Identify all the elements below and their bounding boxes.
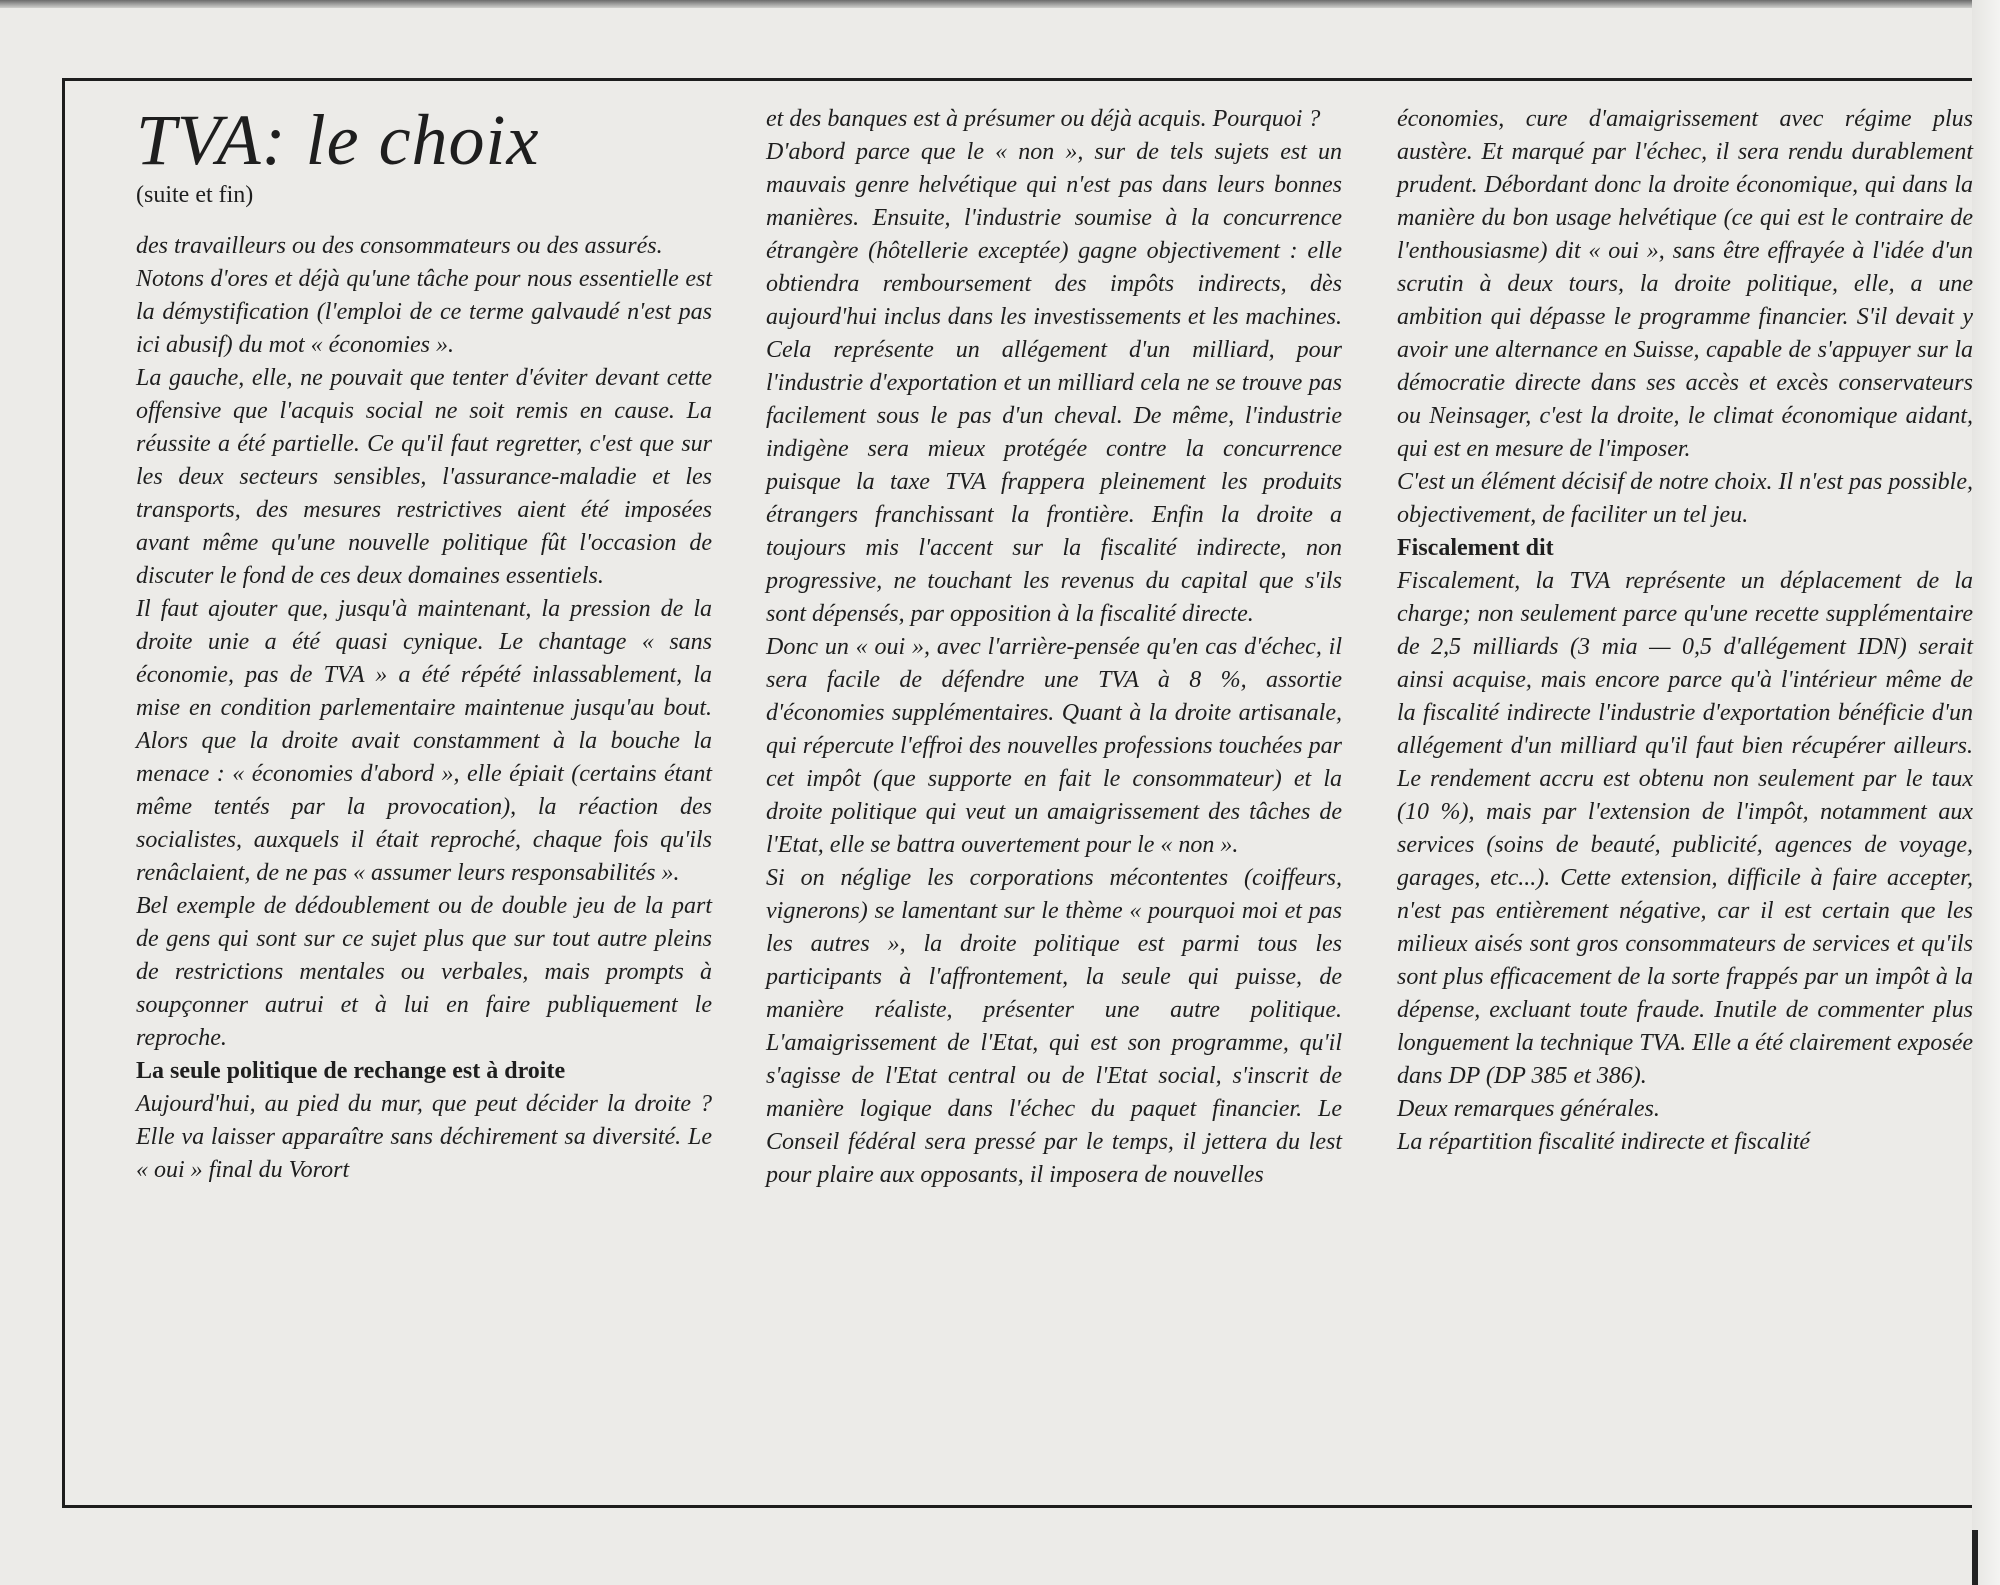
paragraph: et des banques est à présumer ou déjà acquis. Pourquoi ? <box>766 106 1321 132</box>
section-heading: La seule politique de rechange est à droite <box>136 1058 566 1084</box>
paragraph: Bel exemple de dédoublement ou de double jeu de la part de gens qui sont sur ce sujet plus que sur tout autre pleins de restrictions mentales ou verbales, mais prompts à soupçonner autrui et à lui en faire publiquement le reproche. <box>136 893 712 1051</box>
paragraph: Fiscalement, la TVA représente un déplacement de la charge; non seulement parce qu'une recette supplémentaire de 2,5 milliards (3 mia — 0,5 d'allégement IDN) serait ainsi acquise, mais encore parce qu'à l'intérieur même de la fiscalité indirecte l'industrie d'exportation bénéficie d'un allégement d'un milliard qu'il faut bien récupérer ailleurs. Le rendement accru est obtenu non seulement par le taux (10 %), mais par l'extension de l'impôt, notamment aux services (soins de beauté, publicité, agences de voyage, garages, etc...). Cette extension, difficile à faire accepter, n'est pas entièrement négative, car il est certain que les milieux aisés sont gros consommateurs de services et qu'ils sont plus efficacement de la sorte frappés par un impôt à la dépense, excluant toute fraude. Inutile de commenter plus longuement la technique TVA. Elle a été clairement exposée dans DP (DP 385 et 386). <box>1397 568 1973 1089</box>
paragraph: Donc un « oui », avec l'arrière-pensée qu'en cas d'échec, il sera facile de défendre une TVA à 8 %, assortie d'économies supplémentaires. Quant à la droite artisanale, qui répercute l'effroi des nouvelles professions touchées par cet impôt (que supporte en fait le consommateur) et la droite politique qui veut un amaigrissement des tâches de l'Etat, elle se battra ouvertement pour le « non ». <box>766 634 1342 858</box>
column-2 <box>766 103 1342 1192</box>
paragraph: La répartition fiscalité indirecte et fiscalité <box>1397 1129 1811 1155</box>
paragraph: Notons d'ores et déjà qu'une tâche pour nous essentielle est la démystification (l'emploi de ce terme galvaudé n'est pas ici abusif) du mot « économies ». <box>136 266 712 358</box>
scan-right-edge <box>1972 0 2000 1585</box>
column-1 <box>136 230 712 1187</box>
paragraph: Aujourd'hui, au pied du mur, que peut décider la droite ? Elle va laisser apparaître sans déchirement sa diversité. Le « oui » final du Vorort <box>136 1091 712 1183</box>
paragraph: Deux remarques générales. <box>1397 1096 1660 1122</box>
paragraph: économies, cure d'amaigrissement avec régime plus austère. Et marqué par l'échec, il sera rendu durablement prudent. Débordant donc la droite économique, qui dans la manière du bon usage helvétique (ce qui est le contraire de l'enthousiasme) dit « oui », sans être effrayée à l'idée d'un scrutin à deux tours, la droite politique, elle, a une ambition qui dépasse le programme financier. S'il devait y avoir une alternance en Suisse, capable de s'appuyer sur la démocratie directe dans ses accès et excès conservateurs ou Neinsager, c'est la droite, le climat économique aidant, qui est en mesure de l'imposer. <box>1397 106 1973 462</box>
page-fold-mark <box>1972 1530 1978 1585</box>
paragraph: C'est un élément décisif de notre choix. Il n'est pas possible, objectivement, de faciliter un tel jeu. <box>1397 469 1973 528</box>
paragraph: Il faut ajouter que, jusqu'à maintenant, la pression de la droite unie a été quasi cynique. Le chantage « sans économie, pas de TVA » a été répété inlassablement, la mise en condition parlementaire maintenue jusqu'au bout. Alors que la droite avait constamment à la bouche la menace : « économies d'abord », elle épiait (certains étant même tentés par la provocation), la réaction des socialistes, auxquels il était reproché, chaque fois qu'ils renâclaient, de ne pas « assumer leurs responsabilités ». <box>136 596 712 886</box>
paragraph: Si on néglige les corporations mécontentes (coiffeurs, vignerons) se lamentant sur le thème « pourquoi moi et pas les autres », la droite politique est parmi tous les participants à l'affrontement, la seule qui puisse, de manière réaliste, présenter une autre politique. L'amaigrissement de l'Etat, qui est son programme, qu'il s'agisse de l'Etat central ou de l'Etat social, s'inscrit de manière logique dans l'échec du paquet financier. Le Conseil fédéral sera pressé par le temps, il jettera du lest pour plaire aux opposants, il imposera de nouvelles <box>766 865 1342 1188</box>
article-title: TVA: le choix <box>136 100 540 180</box>
paragraph: D'abord parce que le « non », sur de tels sujets est un mauvais genre helvétique qui n'est pas dans leurs bonnes manières. Ensuite, l'industrie soumise à la concurrence étrangère (hôtellerie exceptée) gagne objectivement : elle obtiendra remboursement des impôts indirects, dès aujourd'hui inclus dans les investissements et les machines. Cela représente un allégement d'un milliard, pour l'industrie d'exportation et un milliard cela ne se trouve pas facilement sous le pas d'un cheval. De même, l'industrie indigène sera mieux protégée contre la concurrence puisque la taxe TVA frappera pleinement les produits étrangers franchissant la frontière. Enfin la droite a toujours mis l'accent sur la fiscalité indirecte, non progressive, ne touchant les revenus du capital que s'ils sont dépensés, par opposition à la fiscalité directe. <box>766 139 1342 627</box>
paragraph: des travailleurs ou des consommateurs ou des assurés. <box>136 233 663 259</box>
article-subtitle: (suite et fin) <box>136 182 254 208</box>
column-3 <box>1397 103 1973 1159</box>
section-heading: Fiscalement dit <box>1397 535 1554 561</box>
scan-top-edge <box>0 0 2000 8</box>
paragraph: La gauche, elle, ne pouvait que tenter d'éviter devant cette offensive que l'acquis social ne soit remis en cause. La réussite a été partielle. Ce qu'il faut regretter, c'est que sur les deux secteurs sensibles, l'assurance-maladie et les transports, des mesures restrictives aient été imposées avant même qu'une nouvelle politique fût l'occasion de discuter le fond de ces deux domaines essentiels. <box>136 365 712 589</box>
